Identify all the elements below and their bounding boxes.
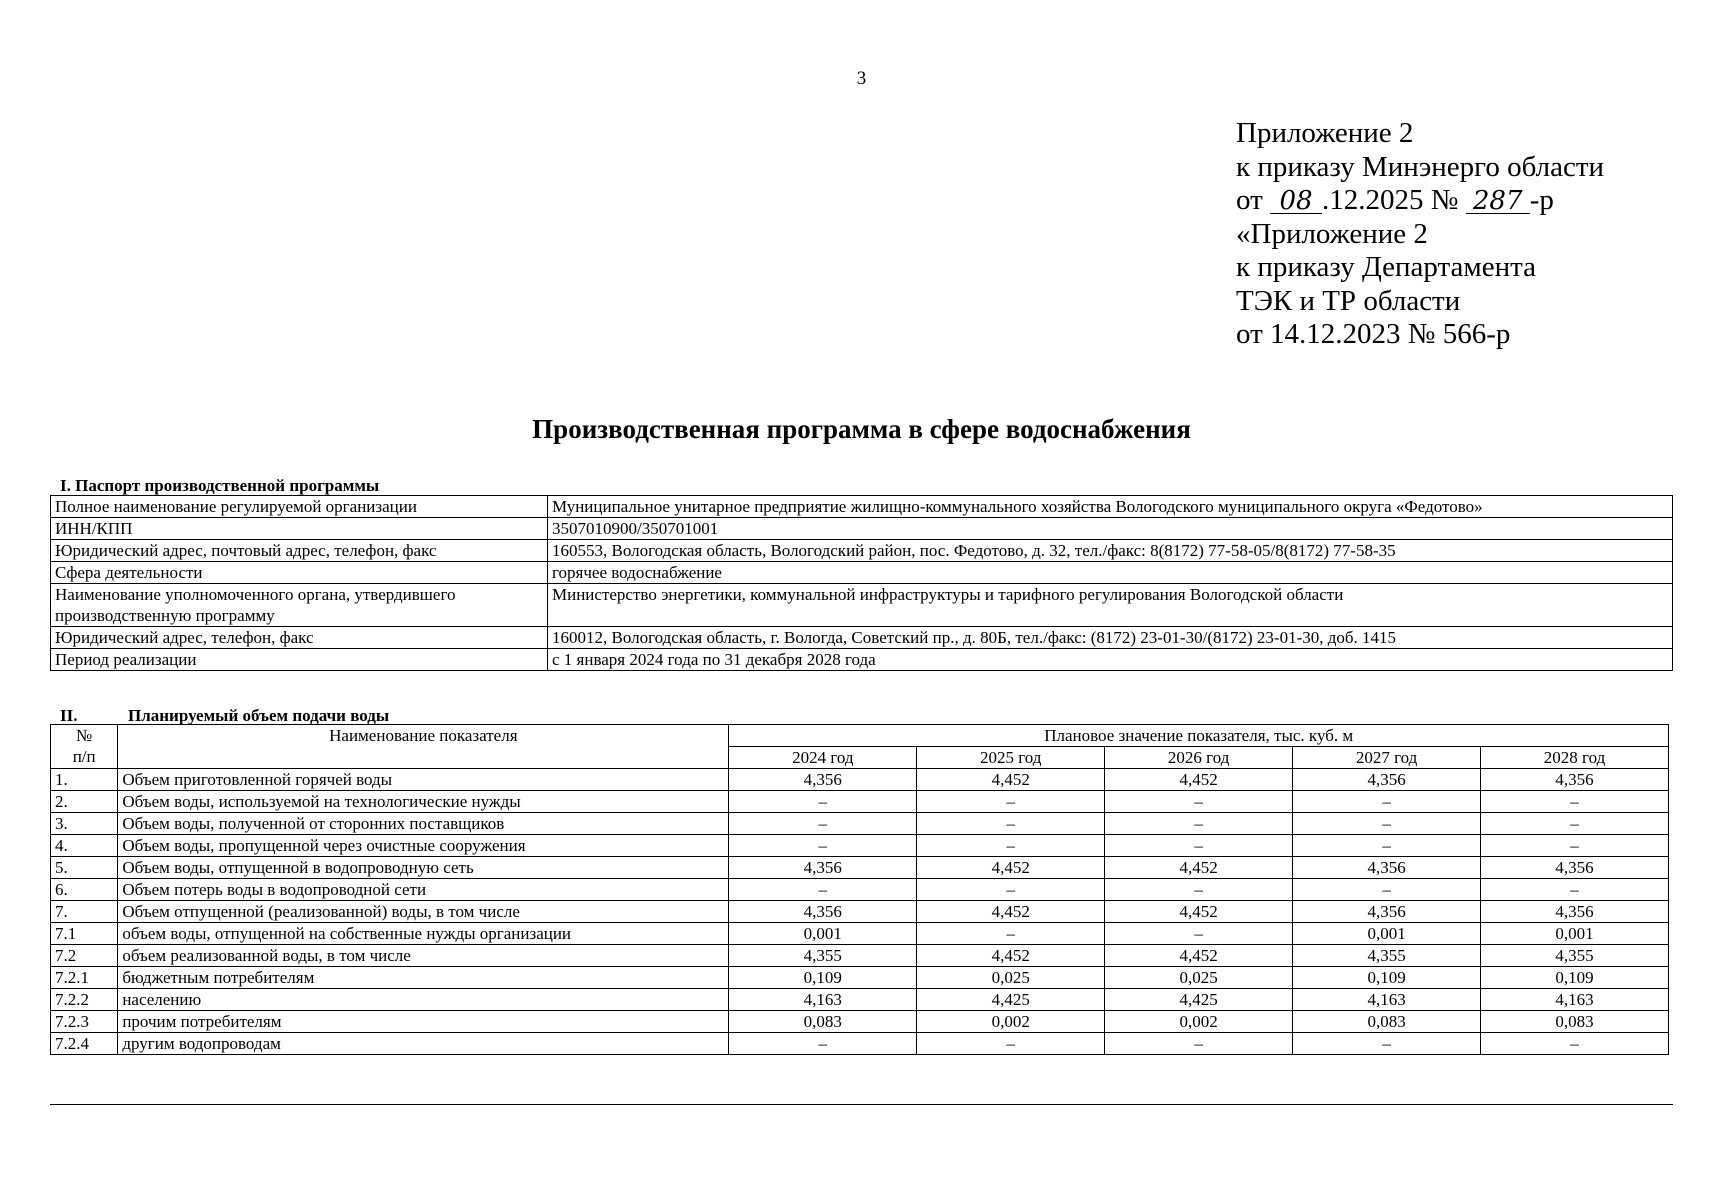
passport-label: Сфера деятельности: [51, 562, 548, 584]
column-header-year: 2025 год: [917, 747, 1105, 769]
plan-value: 0,109: [729, 967, 917, 989]
indicator-name: бюджетным потребителям: [118, 967, 729, 989]
plan-value: 4,452: [917, 769, 1105, 791]
plan-value: –: [729, 813, 917, 835]
table-row: [51, 813, 1669, 835]
plan-value: –: [729, 1033, 917, 1055]
plan-value: –: [729, 791, 917, 813]
plan-value: 4,356: [1293, 769, 1481, 791]
row-number: 7.2.3: [51, 1011, 118, 1033]
table-row: [51, 901, 1669, 923]
plan-value: 0,109: [1481, 967, 1669, 989]
passport-row: [51, 518, 1673, 540]
plan-value: –: [1293, 879, 1481, 901]
plan-value: –: [1105, 1033, 1293, 1055]
table-row: [51, 967, 1669, 989]
plan-value: 4,163: [1481, 989, 1669, 1011]
column-header-no: [51, 725, 118, 769]
row-number: 7.2.4: [51, 1033, 118, 1055]
table-row: [51, 1011, 1669, 1033]
indicator-name: Объем воды, полученной от сторонних поставщиков: [118, 813, 729, 835]
passport-value: 160553, Вологодская область, Вологодский район, пос. Федотово, д. 32, тел./факс: 8(8172) 77-58-05/8(8172) 77-58-35: [548, 540, 1673, 562]
plan-value: 4,425: [1105, 989, 1293, 1011]
plan-value: –: [1105, 879, 1293, 901]
indicator-name: Объем приготовленной горячей воды: [118, 769, 729, 791]
row-number: 5.: [51, 857, 118, 879]
plan-value: –: [1481, 791, 1669, 813]
table-header-row: [51, 725, 1669, 747]
passport-value: Муниципальное унитарное предприятие жилищно-коммунального хозяйства Вологодского муниципального округа «Федотово»: [548, 496, 1673, 518]
plan-value: 0,002: [917, 1011, 1105, 1033]
plan-value: 4,356: [1481, 901, 1669, 923]
plan-value: 4,452: [1105, 901, 1293, 923]
plan-value: 4,355: [729, 945, 917, 967]
plan-value: 4,452: [917, 901, 1105, 923]
indicator-name: другим водопроводам: [118, 1033, 729, 1055]
handwritten-number: 287: [1466, 189, 1530, 214]
bottom-divider: [50, 1104, 1673, 1105]
passport-row: [51, 584, 1673, 627]
appendix-line: к приказу Минэнерго области: [1236, 150, 1605, 183]
indicator-name: населению: [118, 989, 729, 1011]
plan-value: 0,109: [1293, 967, 1481, 989]
appendix-block: [1236, 117, 1604, 352]
table-row: [51, 989, 1669, 1011]
plan-value: –: [917, 791, 1105, 813]
plan-value: –: [729, 879, 917, 901]
row-number: 6.: [51, 879, 118, 901]
plan-value: 4,425: [917, 989, 1105, 1011]
column-header-name: Наименование показателя: [118, 725, 729, 769]
table-row: [51, 1033, 1669, 1055]
plan-value: –: [917, 879, 1105, 901]
order-prefix: от: [1236, 184, 1263, 216]
order-suffix: -р: [1529, 184, 1554, 216]
plan-value: –: [1105, 923, 1293, 945]
document-title: Производственная программа в сфере водоснабжения: [532, 414, 1191, 444]
column-header-no-line2: п/п: [72, 747, 96, 766]
appendix-line: Приложение 2: [1236, 117, 1414, 149]
table-row: [51, 835, 1669, 857]
plan-value: –: [1293, 835, 1481, 857]
plan-value: –: [917, 813, 1105, 835]
plan-value: 4,163: [729, 989, 917, 1011]
passport-label: Наименование уполномоченного органа, утвердившего производственную программу: [51, 584, 548, 627]
passport-value: горячее водоснабжение: [548, 562, 1673, 584]
plan-value: 0,083: [1481, 1011, 1669, 1033]
row-number: 7.: [51, 901, 118, 923]
plan-value: –: [917, 923, 1105, 945]
row-number: 3.: [51, 813, 118, 835]
plan-value: –: [1105, 835, 1293, 857]
column-header-year: 2028 год: [1481, 747, 1669, 769]
handwritten-date: 08: [1270, 189, 1322, 214]
passport-row: [51, 649, 1673, 671]
plan-value: 4,356: [1293, 857, 1481, 879]
passport-label: ИНН/КПП: [51, 518, 548, 540]
column-header-plan: Плановое значение показателя, тыс. куб. м: [729, 725, 1669, 747]
passport-row: [51, 627, 1673, 649]
appendix-line: «Приложение 2: [1236, 217, 1428, 250]
plan-value: 4,163: [1293, 989, 1481, 1011]
indicator-name: объем воды, отпущенной на собственные нужды организации: [118, 923, 729, 945]
order-middle: .12.2025 №: [1322, 184, 1459, 216]
passport-value: 160012, Вологодская область, г. Вологда, Советский пр., д. 80Б, тел./факс: (8172) 23-01-30/(8172) 23-01-30, доб. 1415: [548, 627, 1673, 649]
indicator-name: Объем воды, используемой на технологические нужды: [118, 791, 729, 813]
indicator-name: Объем отпущенной (реализованной) воды, в том числе: [118, 901, 729, 923]
plan-value: –: [729, 835, 917, 857]
plan-value: 0,083: [1293, 1011, 1481, 1033]
plan-value: –: [1105, 813, 1293, 835]
passport-label: Юридический адрес, почтовый адрес, телефон, факс: [51, 540, 548, 562]
plan-value: –: [1481, 1033, 1669, 1055]
passport-table: [50, 495, 1673, 671]
column-header-year: 2026 год: [1105, 747, 1293, 769]
appendix-order-line: [1236, 184, 1604, 218]
indicator-name: прочим потребителям: [118, 1011, 729, 1033]
passport-row: [51, 496, 1673, 518]
column-header-year: 2027 год: [1293, 747, 1481, 769]
plan-value: 4,452: [917, 857, 1105, 879]
passport-label: Юридический адрес, телефон, факс: [51, 627, 548, 649]
column-header-no-line1: №: [76, 726, 93, 745]
indicator-name: Объем воды, пропущенной через очистные сооружения: [118, 835, 729, 857]
passport-label: Полное наименование регулируемой организации: [51, 496, 548, 518]
appendix-line: от 14.12.2023 № 566-р: [1236, 318, 1511, 350]
plan-value: 4,356: [729, 901, 917, 923]
appendix-line: к приказу Департамента: [1236, 251, 1537, 283]
passport-value: 3507010900/350701001: [548, 518, 1673, 540]
passport-value: Министерство энергетики, коммунальной инфраструктуры и тарифного регулирования Вологодской области: [548, 584, 1673, 627]
plan-value: 4,356: [1293, 901, 1481, 923]
plan-value: 4,452: [917, 945, 1105, 967]
plan-value: 0,001: [729, 923, 917, 945]
water-volume-table: [50, 724, 1669, 1055]
plan-value: –: [917, 1033, 1105, 1055]
plan-value: 0,025: [1105, 967, 1293, 989]
plan-value: –: [1293, 791, 1481, 813]
plan-value: 4,356: [1481, 857, 1669, 879]
plan-value: 4,356: [729, 769, 917, 791]
appendix-line: ТЭК и ТР области: [1236, 284, 1461, 317]
plan-value: –: [1481, 835, 1669, 857]
plan-value: 4,452: [1105, 945, 1293, 967]
plan-value: –: [1293, 813, 1481, 835]
plan-value: 0,001: [1481, 923, 1669, 945]
section-2-heading: [60, 706, 389, 726]
table-row: [51, 791, 1669, 813]
plan-value: 4,452: [1105, 769, 1293, 791]
plan-value: 4,452: [1105, 857, 1293, 879]
indicator-name: объем реализованной воды, в том числе: [118, 945, 729, 967]
indicator-name: Объем воды, отпущенной в водопроводную сеть: [118, 857, 729, 879]
page-number: 3: [856, 68, 867, 89]
plan-value: 0,083: [729, 1011, 917, 1033]
table-row: [51, 769, 1669, 791]
table-row: [51, 945, 1669, 967]
table-row: [51, 923, 1669, 945]
plan-value: –: [917, 835, 1105, 857]
plan-value: 4,356: [1481, 769, 1669, 791]
plan-value: –: [1481, 813, 1669, 835]
row-number: 7.2.1: [51, 967, 118, 989]
section-2-title: Планируемый объем подачи воды: [128, 706, 390, 725]
passport-value: с 1 января 2024 года по 31 декабря 2028 года: [548, 649, 1673, 671]
indicator-name: Объем потерь воды в водопроводной сети: [118, 879, 729, 901]
passport-row: [51, 540, 1673, 562]
row-number: 7.1: [51, 923, 118, 945]
table-row: [51, 857, 1669, 879]
passport-row: [51, 562, 1673, 584]
section-1-heading: I. Паспорт производственной программы: [60, 476, 380, 495]
plan-value: 4,355: [1481, 945, 1669, 967]
row-number: 7.2: [51, 945, 118, 967]
plan-value: 0,025: [917, 967, 1105, 989]
passport-label: Период реализации: [51, 649, 548, 671]
plan-value: 0,002: [1105, 1011, 1293, 1033]
plan-value: –: [1293, 1033, 1481, 1055]
row-number: 2.: [51, 791, 118, 813]
row-number: 7.2.2: [51, 989, 118, 1011]
plan-value: –: [1105, 791, 1293, 813]
plan-value: 4,355: [1293, 945, 1481, 967]
row-number: 1.: [51, 769, 118, 791]
section-2-number: II.: [60, 706, 78, 725]
plan-value: –: [1481, 879, 1669, 901]
table-row: [51, 879, 1669, 901]
plan-value: 0,001: [1293, 923, 1481, 945]
column-header-year: 2024 год: [729, 747, 917, 769]
row-number: 4.: [51, 835, 118, 857]
plan-value: 4,356: [729, 857, 917, 879]
